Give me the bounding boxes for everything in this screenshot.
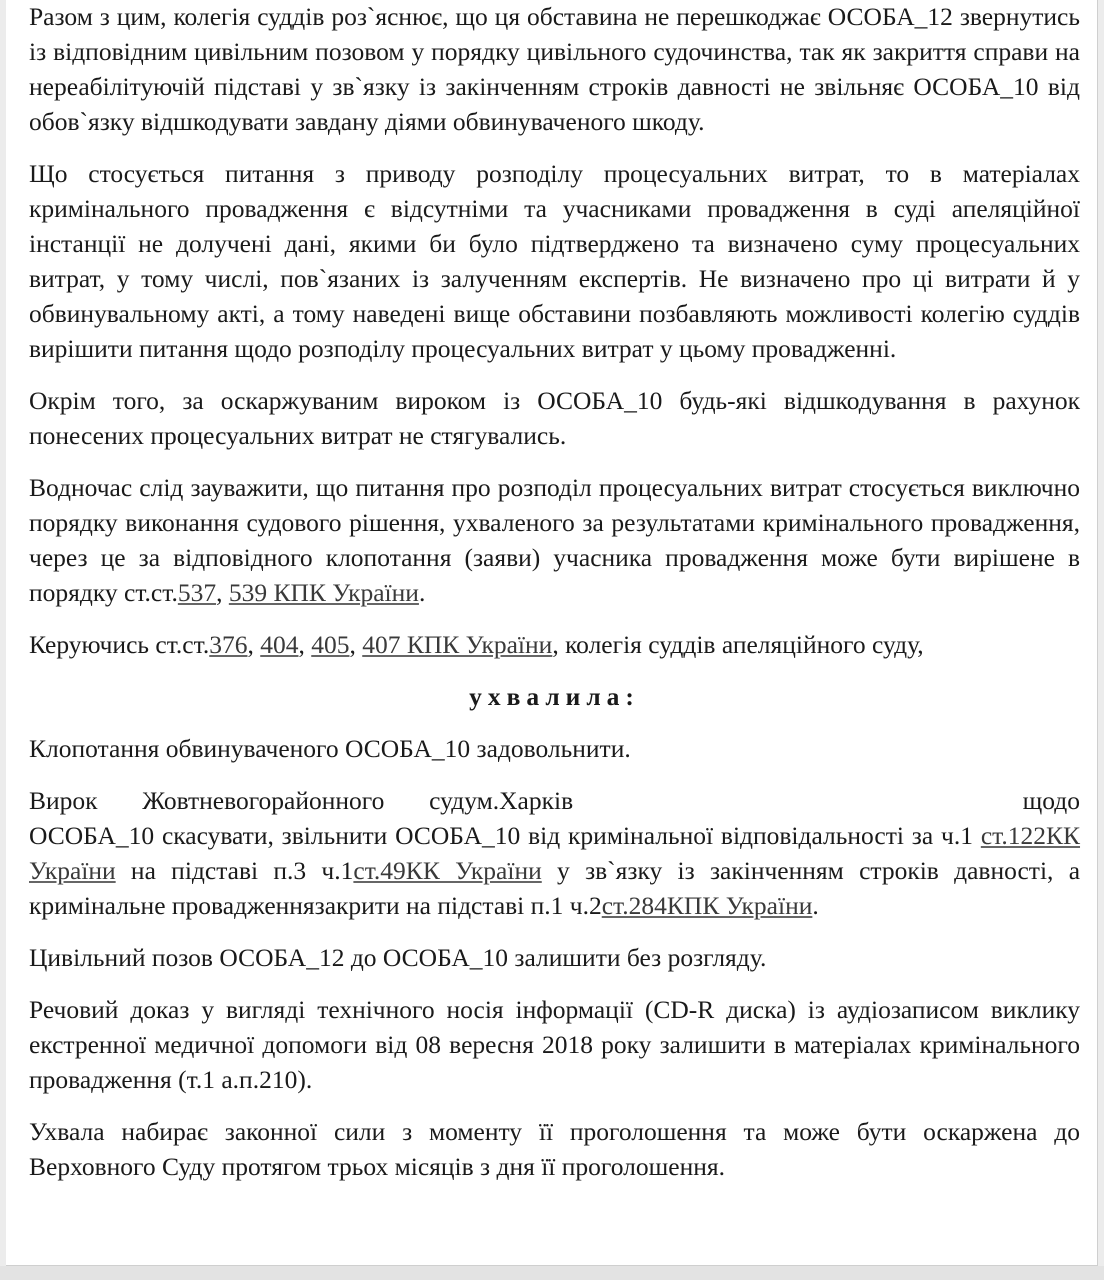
paragraph-no-reimbursement: Окрім того, за оскаржуваним вироком із ОСОБА_10 будь-які відшкодування в рахунок понесених процесуальних витрат не стягувались. xyxy=(29,386,1080,450)
separator: , xyxy=(298,630,312,659)
link-article-49-kk[interactable]: ст.49КК України xyxy=(353,856,542,885)
paragraph-guided-by xyxy=(29,627,1080,662)
paragraph-text: Керуючись ст.ст. xyxy=(29,630,210,659)
paragraph-text: щодо xyxy=(1022,786,1081,815)
paragraph-civil-claim-dismissed: Цивільний позов ОСОБА_12 до ОСОБА_10 залишити без розгляду. xyxy=(29,943,767,972)
document-page xyxy=(6,0,1098,1266)
paragraph-verdict-body xyxy=(29,818,1080,923)
link-article-376[interactable]: 376 xyxy=(209,630,248,659)
paragraph-effective: Ухвала набирає законної сили з моменту її проголошення та може бути оскаржена до Верховного Суду протягом трьох місяців з дня її проголошення. xyxy=(29,1117,1080,1181)
paragraph-cost-distribution-note xyxy=(29,470,1080,610)
paragraph-text: на підставі п.3 ч.1 xyxy=(115,856,354,885)
paragraph-text: у зв`язку із закінченням строків давності, а кримінальне провадженнязакрити на підставі п.1 ч.2 xyxy=(29,856,1081,920)
paragraph-verdict-line1 xyxy=(29,783,1080,818)
paragraph-text: Водночас слід зауважити, що питання про розподіл процесуальних витрат стосується виключно порядку виконання судового рішення, ухваленого за результатами кримінального провадження, через це за відповідного клопотання (заяви) учасника провадження може бути вирішене в порядку ст.ст. xyxy=(29,473,1080,607)
paragraph-text-end: , колегія суддів апеляційного суду, xyxy=(552,630,924,659)
link-article-284-kpk[interactable]: ст.284КПК України xyxy=(601,891,813,920)
link-article-537[interactable]: 537 xyxy=(177,578,217,607)
link-article-539-kpk[interactable]: 539 КПК України xyxy=(228,578,419,607)
decision-heading: ухвалила: xyxy=(469,682,640,711)
period: . xyxy=(418,578,426,607)
paragraph-text: Вирок Жовтневогорайонного судум.Харків xyxy=(29,786,574,815)
redacted-area xyxy=(618,791,978,815)
link-article-122-kk[interactable]: ст.122КК України xyxy=(29,821,1081,885)
link-article-407-kpk[interactable]: 407 КПК України xyxy=(362,630,553,659)
separator: , xyxy=(247,630,261,659)
separator: , xyxy=(216,578,229,607)
link-article-405[interactable]: 405 xyxy=(311,630,350,659)
paragraph-procedural-costs: Що стосується питання з приводу розподілу процесуальних витрат, то в матеріалах кримінального провадження є відсутніми та учасниками провадження в суді апеляційної інстанції не долучені дані, якими би було підтверджено та визначено суму процесуальних витрат, у тому числі, пов`язаних із залученням експертів. Не визначено про ці витрати й у обвинувальному акті, а тому наведені вище обставини позбавляють можливості колегію суддів вирішити питання щодо розподілу процесуальних витрат у цьому провадженні. xyxy=(29,159,1080,363)
paragraph-civil-claim-explanation: Разом з цим, колегія суддів роз`яснює, що ця обставина не перешкоджає ОСОБА_12 звернутись із відповідним цивільним позовом у порядку цивільного судочинства, так як закриття справи на нереабілітуючій підставі у зв`язку із закінченням строків давності не звільняє ОСОБА_10 від обов`язку відшкодувати завдану діями обвинуваченого шкоду. xyxy=(29,2,1080,136)
paragraph-text: ОСОБА_10 скасувати, звільнити ОСОБА_10 від кримінальної відповідальності за ч.1 xyxy=(29,821,973,850)
paragraph-evidence: Речовий доказ у вигляді технічного носія інформації (CD-R диска) із аудіозаписом виклику екстренної медичної допомоги від 08 вересня 2018 року залишити в матеріалах кримінального провадження (т.1 а.п.210). xyxy=(29,995,1080,1094)
separator: , xyxy=(349,630,363,659)
paragraph-motion-granted: Клопотання обвинуваченого ОСОБА_10 задовольнити. xyxy=(29,734,631,763)
bottom-frame xyxy=(0,1266,1104,1280)
link-article-404[interactable]: 404 xyxy=(260,630,299,659)
period: . xyxy=(812,891,819,920)
